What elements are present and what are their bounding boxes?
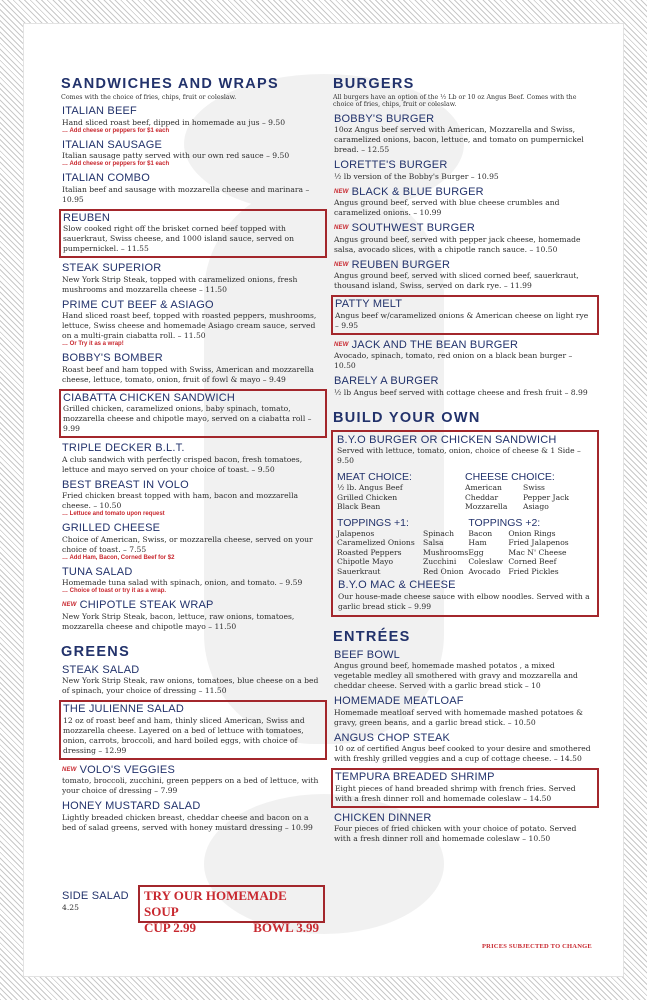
item-name: CIABATTA CHICKEN SANDWICH (63, 391, 236, 404)
item-desc: Homemade meatloaf served with homemade mashed potatoes & gravy, green beans, and a garlic bread stick. – 10.50 (334, 707, 583, 727)
menu-item-reuben (59, 209, 327, 259)
topping-option: Spinach (423, 528, 455, 538)
item-name: BEST BREAST IN VOLO (62, 478, 189, 491)
topping-option: Fried Pickles (508, 566, 559, 576)
soup-callout (138, 885, 325, 935)
item-desc: 12 oz of roast beef and ham, thinly sliced American, Swiss and mozzarella cheese. Layered on a bed of lettuce with tomatoes, onion, carrots, broccoli, and hard boiled eggs, with choice of dressing – 12.99 (63, 715, 305, 755)
menu-item-tempura-shrimp (331, 768, 599, 808)
cheese-option: Mozzarella (465, 502, 508, 512)
item-name-text: JACK AND THE BEAN BURGER (351, 338, 519, 351)
item-name: ITALIAN BEEF (62, 105, 137, 118)
new-badge: NEW (334, 341, 349, 348)
new-badge: NEW (334, 225, 349, 232)
item-desc: Angus ground beef, served with pepper jack cheese, homemade salsa, avocado slices, with a chipotle ranch sauce. – 10.50 (334, 234, 581, 254)
menu-item-chop-steak (333, 732, 595, 765)
topping-option: Onion Rings (508, 528, 556, 538)
item-desc: Roast beef and ham topped with Swiss, American and mozzarella cheese, lettuce, tomato, onion, fruit of fowl & mayo – 9.49 (62, 364, 314, 384)
burgers-note: All burgers have an option of the ½ Lb or 10 oz Angus Beef. Comes with the choice of fries, chips, fruit or coleslaw. (333, 94, 577, 109)
menu-item-tuna-salad (61, 566, 323, 596)
cheese-option: Pepper Jack (523, 492, 569, 502)
item-name: B.Y.O MAC & CHEESE (338, 579, 456, 592)
meat-option: Black Bean (337, 502, 381, 512)
item-name: TEMPURA BREADED SHRIMP (335, 771, 495, 784)
meat-option: ½ lb. Angus Beef (337, 483, 403, 493)
topping-option: Salsa (423, 538, 444, 548)
menu-item-chicken-dinner (333, 812, 595, 845)
new-badge: NEW (62, 602, 77, 609)
side-salad-price: 4.25 (62, 902, 79, 912)
soup-prices (144, 920, 319, 936)
menu-item-barely-a-burger (333, 375, 595, 398)
item-desc: Homemade tuna salad with spinach, onion, and tomato. – 9.59 (62, 578, 303, 588)
menu-item-best-breast (61, 479, 323, 519)
toppings-2-title: TOPPINGS +2: (468, 516, 541, 529)
item-desc: 10 oz of certified Angus beef cooked to your desire and smothered with freshly grilled veggies and a cup of cottage cheese. – 14.50 (334, 744, 591, 764)
menu-item-byo-mac (337, 579, 593, 612)
menu-item-lorettes-burger (333, 159, 595, 182)
item-name-text: CHIPOTLE STEAK WRAP (79, 599, 214, 612)
item-name-text: REUBEN BURGER (351, 258, 451, 271)
byo-box (331, 430, 599, 617)
item-desc: Grilled chicken, caramelized onions, baby spinach, tomato, mozzarella cheese and chipotle mayo, served on a ciabatta roll – 9.99 (63, 404, 312, 434)
sandwiches-title: SANDWICHES AND WRAPS (61, 76, 279, 92)
item-desc: ½ lb version of the Bobby's Burger – 10.95 (334, 171, 499, 181)
topping-option: Avocado (468, 566, 501, 576)
new-badge: NEW (334, 261, 349, 268)
entrees-title: ENTRÉES (333, 628, 411, 645)
menu-item-black-blue-burger (333, 186, 595, 219)
menu-item-ciabatta-chicken (59, 389, 327, 439)
item-desc: A club sandwich with perfectly crisped bacon, fresh tomatoes, lettuce and mayo served on your choice of toast. – 9.50 (62, 454, 303, 474)
menu-item-patty-melt (331, 295, 599, 335)
topping-option: Egg (468, 547, 484, 557)
item-desc: ½ lb Angus beef served with cottage cheese and fresh fruit – 8.99 (334, 387, 588, 397)
soup-cup-price: CUP 2.99 (144, 920, 196, 935)
item-extra: … Choice of toast or try it as a wrap. (62, 588, 167, 595)
item-name: ITALIAN SAUSAGE (62, 138, 162, 151)
cheese-option: Cheddar (465, 492, 499, 502)
item-desc: Choice of American, Swiss, or mozzarella cheese, served on your choice of toast. – 7.55 (62, 534, 313, 554)
cheese-option: Swiss (523, 483, 545, 493)
item-name-text: VOLO'S VEGGIES (79, 763, 175, 776)
topping-option: Red Onion (423, 566, 464, 576)
topping-option: Mushrooms (423, 547, 469, 557)
item-name: LORETTE'S BURGER (334, 159, 448, 172)
item-name: HOMEMADE MEATLOAF (334, 695, 464, 708)
menu-item-jack-bean-burger (333, 339, 595, 372)
byo-choices-row1 (337, 471, 593, 512)
sandwiches-note: Comes with the choice of fries, chips, fruit or coleslaw. (61, 94, 237, 101)
menu-item-beef-bowl (333, 649, 595, 692)
toppings-2-list (468, 529, 593, 577)
menu-item-bobbys-burger (333, 113, 595, 156)
item-name: GRILLED CHEESE (62, 522, 161, 535)
menu-item-southwest-burger (333, 222, 595, 255)
menu-item-italian-beef (61, 105, 323, 135)
toppings-1-list (337, 529, 468, 577)
item-name: BOBBY'S BURGER (334, 112, 435, 125)
item-desc: Fried chicken breast topped with ham, bacon and mozzarella cheese. – 10.50 (62, 491, 299, 511)
new-badge: NEW (62, 766, 77, 773)
byo-burger-name: B.Y.O BURGER OR CHICKEN SANDWICH (337, 433, 557, 446)
item-name: HONEY MUSTARD SALAD (62, 800, 201, 813)
item-name-text: BLACK & BLUE BURGER (351, 185, 484, 198)
meat-choice-title: MEAT CHOICE: (337, 471, 412, 484)
item-name: BEEF BOWL (334, 648, 400, 661)
toppings-1-title: TOPPINGS +1: (337, 516, 409, 529)
toppings-plus-1 (337, 517, 468, 577)
meat-choice (337, 471, 465, 512)
left-column (61, 76, 323, 833)
item-desc: New York Strip Steak, bacon, lettuce, raw onions, tomatoes, mozzarella cheese and chipotle mayo – 11.50 (62, 611, 295, 631)
meat-option: Grilled Chicken (337, 492, 398, 502)
menu-item-prime-cut (61, 299, 323, 349)
item-desc: Italian beef and sausage with mozzarella cheese and marinara – 10.95 (62, 184, 310, 204)
item-desc: Italian sausage patty served with our own red sauce – 9.50 (62, 151, 290, 161)
item-desc: Our house-made cheese sauce with elbow noodles. Served with a garlic bread stick – 9.99 (338, 591, 590, 611)
byo-title: BUILD YOUR OWN (333, 409, 481, 426)
item-desc: Four pieces of fried chicken with your choice of potato. Served with a fresh dinner roll and homemade coleslaw – 10.50 (334, 824, 577, 844)
item-desc: Avocado, spinach, tomato, red onion on a black bean burger – 10.50 (334, 351, 573, 371)
item-name: PATTY MELT (335, 298, 403, 311)
item-name (334, 222, 594, 235)
price-disclaimer: PRICES SUBJECTED TO CHANGE (482, 943, 592, 950)
byo-burger-desc: Served with lettuce, tomato, onion, choice of cheese & 1 Side – 9.50 (337, 446, 581, 466)
item-name (62, 599, 322, 612)
topping-option: Mac N' Cheese (508, 547, 567, 557)
topping-option: Fried Jalapenos (508, 538, 569, 548)
new-badge: NEW (334, 188, 349, 195)
toppings-plus-2 (468, 517, 593, 577)
side-salad (62, 890, 136, 913)
item-desc: Angus beef w/caramelized onions & American cheese on light rye – 9.95 (335, 310, 589, 330)
item-name: BOBBY'S BOMBER (62, 352, 163, 365)
item-name: REUBEN (63, 211, 111, 224)
item-desc: Hand sliced roast beef, topped with roasted peppers, mushrooms, lettuce, Swiss cheese and homemade Asiago cream sauce, served on a multi-grain ciabatta roll. – 11.50 (62, 311, 317, 341)
topping-option: Zucchini (423, 557, 457, 567)
soup-bowl-price: BOWL 3.99 (253, 920, 319, 935)
meat-choice-list (337, 483, 465, 512)
item-extra: … Or Try it as a wrap! (62, 341, 124, 348)
topping-option: Jalapenos (337, 528, 375, 538)
topping-option: Corned Beef (508, 557, 557, 567)
menu-item-italian-sausage (61, 139, 323, 169)
topping-option: Coleslaw (468, 557, 503, 567)
item-extra: … Add Ham, Bacon, Corned Beef for $2 (62, 554, 175, 561)
item-desc: Angus ground beef, served with blue cheese crumbles and caramelized onions. – 10.99 (334, 198, 560, 218)
topping-option: Bacon (468, 528, 493, 538)
menu-item-meatloaf (333, 695, 595, 728)
topping-option: Caramelized Onions (337, 538, 415, 548)
menu-item-volos-veggies (61, 764, 323, 797)
side-salad-name: SIDE SALAD (62, 890, 129, 902)
item-extra: … Add cheese or peppers for $1 each (62, 127, 170, 134)
topping-option: Roasted Peppers (337, 547, 402, 557)
item-name (334, 186, 594, 199)
cheese-option: Asiago (523, 502, 549, 512)
menu-item-steak-superior (61, 262, 323, 295)
menu-item-honey-mustard (61, 800, 323, 833)
cheese-choice (465, 471, 593, 512)
item-desc: New York Strip Steak, raw onions, tomatoes, blue cheese on a bed of spinach, your choice of dressing – 11.50 (62, 676, 319, 696)
item-name: TRIPLE DECKER B.L.T. (62, 442, 185, 455)
item-name: CHICKEN DINNER (334, 811, 432, 824)
item-desc: Angus ground beef, homemade mashed potatos , a mixed vegetable medley all smothered with gravy and mozzarella and cheddar cheese. Served with a garlic bread stick – 10 (334, 661, 578, 691)
greens-title: GREENS (61, 643, 131, 660)
item-name: THE JULIENNE SALAD (63, 703, 184, 716)
item-desc: New York Strip Steak, topped with caramelized onions, fresh mushrooms and mozzarella cheese – 11.50 (62, 274, 298, 294)
soup-headline: TRY OUR HOMEMADE SOUP (144, 888, 287, 919)
menu-panel (24, 24, 623, 976)
right-column (333, 76, 595, 844)
menu-item-grilled-cheese (61, 522, 323, 562)
topping-option: Ham (468, 538, 487, 548)
menu-item-bobbys-bomber (61, 352, 323, 385)
byo-choices-row2 (337, 517, 593, 577)
item-desc: Slow cooked right off the brisket corned beef topped with sauerkraut, Swiss cheese, and 1000 island sauce, served on pumpernickel. – 11.55 (63, 224, 294, 254)
item-desc: 10oz Angus beef served with American, Mozzarella and Swiss, caramelized onions, bacon, lettuce, and tomato on pumpernickel bread. – 12.55 (334, 125, 584, 155)
item-name-text: SOUTHWEST BURGER (351, 222, 476, 235)
item-name (334, 339, 594, 352)
item-desc: Hand sliced roast beef, dipped in homemade au jus – 9.50 (62, 117, 286, 127)
item-desc: Lightly breaded chicken breast, cheddar cheese and bacon on a bed of salad greens, served with honey mustard dressing – 10.99 (62, 812, 313, 832)
item-name: PRIME CUT BEEF & ASIAGO (62, 298, 214, 311)
item-name: STEAK SALAD (62, 663, 140, 676)
item-name: TUNA SALAD (62, 565, 133, 578)
item-name: ANGUS CHOP STEAK (334, 731, 451, 744)
menu-item-reuben-burger (333, 259, 595, 292)
cheese-choice-list (465, 483, 593, 512)
topping-option: Sauerkraut (337, 566, 381, 576)
item-desc: tomato, broccoli, zucchini, green peppers on a bed of lettuce, with your choice of dressing – 7.99 (62, 776, 319, 796)
item-name (62, 764, 322, 777)
item-name: BARELY A BURGER (334, 375, 439, 388)
item-extra: … Lettuce and tomato upon request (62, 511, 165, 518)
cheese-option: American (465, 483, 502, 493)
menu-item-chipotle-steak-wrap (61, 599, 323, 632)
menu-item-steak-salad (61, 664, 323, 697)
menu-item-triple-decker (61, 442, 323, 475)
menu-item-italian-combo (61, 172, 323, 205)
item-name (334, 259, 594, 272)
menu-item-julienne-salad (59, 700, 327, 760)
item-desc: Eight pieces of hand breaded shrimp with french fries. Served with a fresh dinner roll and homemade coleslaw – 14.50 (335, 783, 576, 803)
item-name: STEAK SUPERIOR (62, 262, 162, 275)
cheese-choice-title: CHEESE CHOICE: (465, 471, 555, 484)
item-name: ITALIAN COMBO (62, 172, 150, 185)
item-desc: Angus ground beef, served with sliced corned beef, sauerkraut, thousand island, Swiss, served on dark rye. – 11.99 (334, 271, 579, 291)
item-extra: … Add cheese or peppers for $1 each (62, 161, 170, 168)
topping-option: Chipotle Mayo (337, 557, 394, 567)
burgers-title: BURGERS (333, 76, 415, 92)
